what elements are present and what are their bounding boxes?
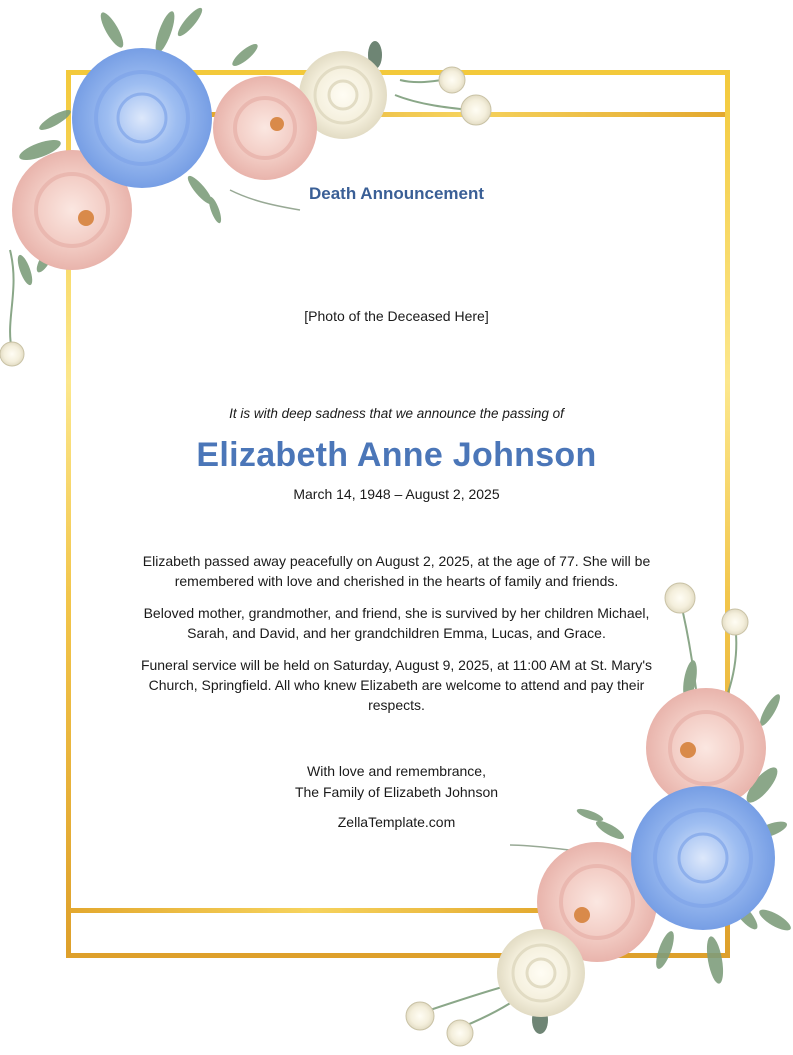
photo-placeholder: [Photo of the Deceased Here] <box>304 308 489 324</box>
closing-block <box>0 761 793 803</box>
rose-blue-bottom <box>631 786 775 930</box>
closing-line-2: The Family of Elizabeth Johnson <box>294 784 499 800</box>
intro-line: It is with deep sadness that we announce the passing of <box>229 406 564 421</box>
bud-icon <box>406 1002 434 1030</box>
page-title: Death Announcement <box>308 184 485 203</box>
bud-icon <box>665 583 695 613</box>
rose-white-bottom <box>497 929 585 1017</box>
bud-icon <box>461 95 491 125</box>
deceased-name: Elizabeth Anne Johnson <box>196 436 597 474</box>
bud-icon <box>447 1020 473 1046</box>
rose-blue-top <box>72 48 212 188</box>
website-link[interactable]: ZellaTemplate.com <box>337 814 456 830</box>
paragraph-passing: Elizabeth passed away peacefully on August 2, 2025, at the age of 77. She will be remembered with love and cherished in the hearts of family and friends. <box>142 553 651 589</box>
paragraph-service: Funeral service will be held on Saturday, August 9, 2025, at 11:00 AM at St. Mary's Church, Springfield. All who knew Elizabeth are welcome to attend and pay their respects. <box>140 657 653 713</box>
bud-icon <box>439 67 465 93</box>
life-dates: March 14, 1948 – August 2, 2025 <box>293 486 500 502</box>
bud-icon <box>722 609 748 635</box>
bud-icon <box>0 342 24 366</box>
rose-pink-top <box>213 76 317 180</box>
closing-line-1: With love and remembrance, <box>307 763 486 779</box>
paragraph-survivors: Beloved mother, grandmother, and friend, she is survived by her children Michael, Sarah, and David, and her grandchildren Emma, Lucas, and Grace. <box>143 605 650 641</box>
